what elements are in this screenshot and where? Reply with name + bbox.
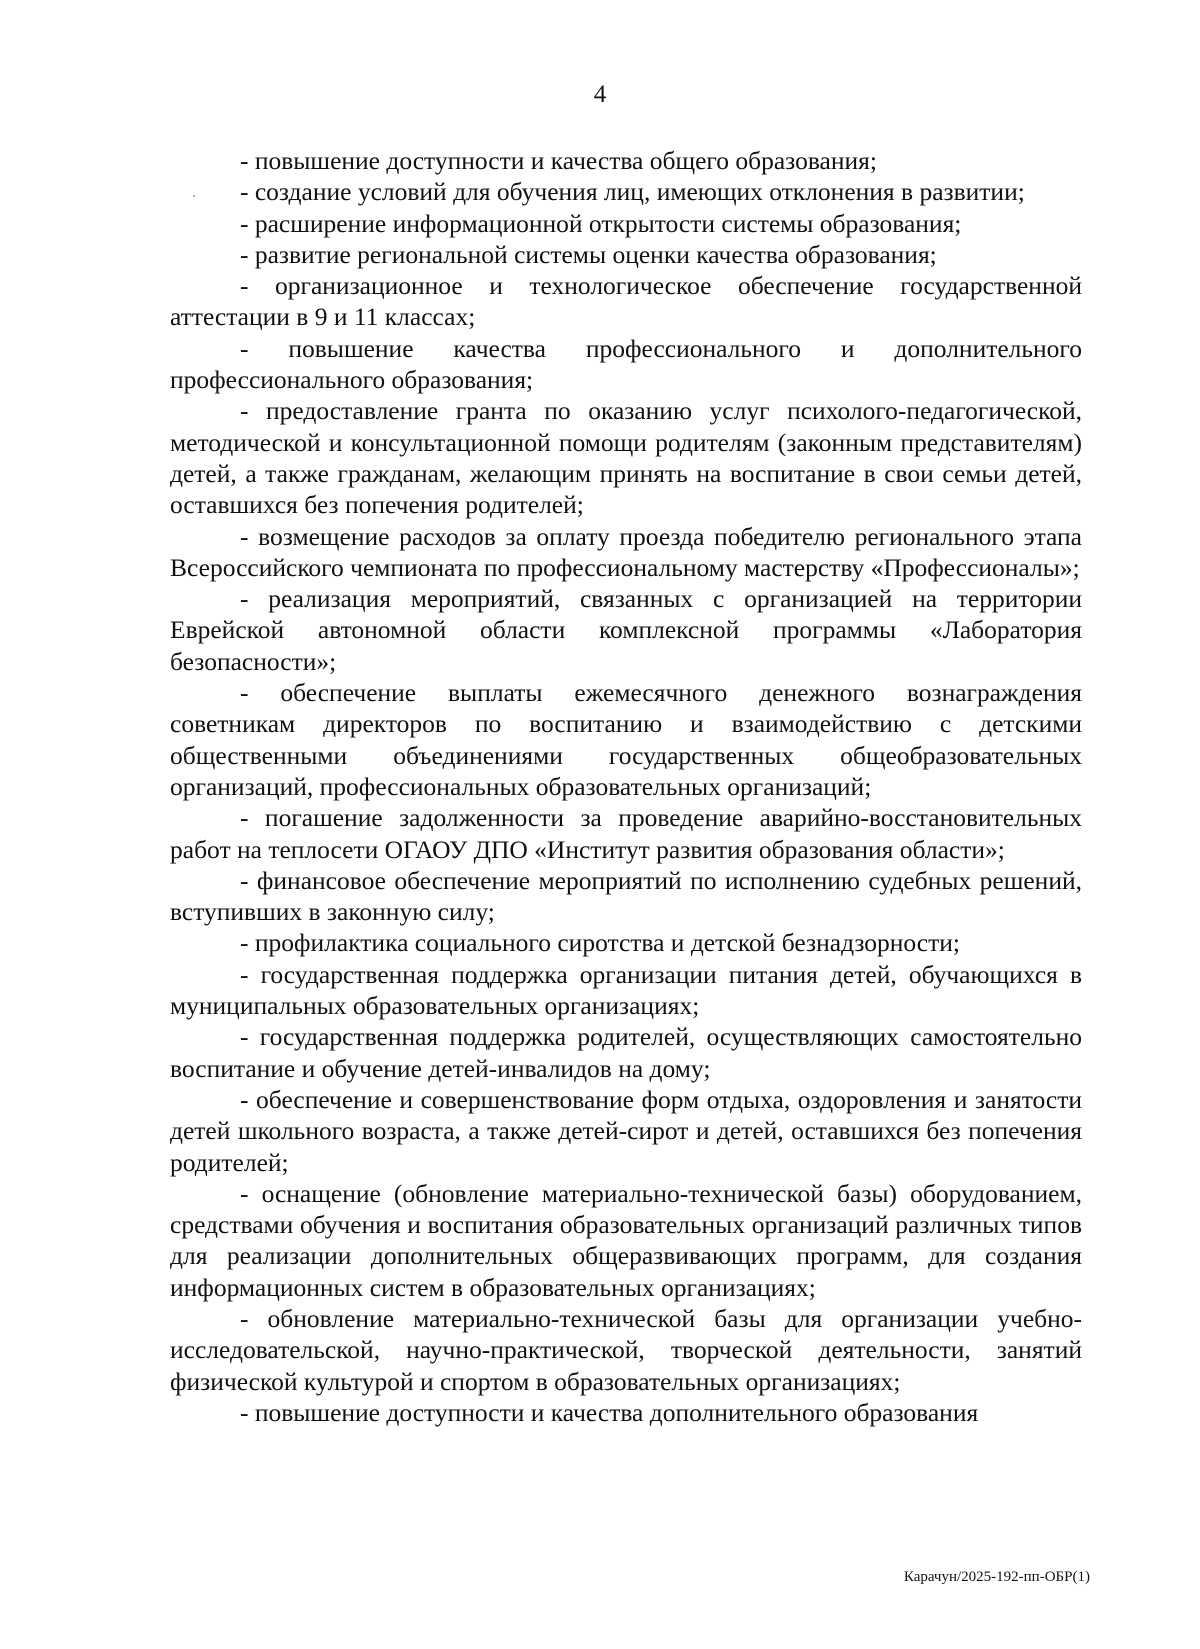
list-item: - обновление материально-технической базы для организации учебно-исследовательской, научно-практической, творческой деятельности, занятий физической культурой и спортом в образовательных организациях; (170, 1303, 1082, 1396)
document-body (170, 145, 1082, 1428)
list-item: - государственная поддержка организации питания детей, обучающихся в муниципальных образовательных организациях; (170, 959, 1082, 1021)
page-number: 4 (593, 81, 607, 108)
document-reference: Карачун/2025-192-пп-ОБР(1) (903, 1569, 1090, 1585)
list-item: - профилактика социального сиротства и детской безнадзорности; (240, 928, 961, 958)
list-item: - расширение информационной открытости системы образования; (240, 208, 962, 238)
list-item: - финансовое обеспечение мероприятий по исполнению судебных решений, вступивших в законную силу; (170, 865, 1082, 927)
list-item: - возмещение расходов за оплату проезда победителю регионального этапа Всероссийского чемпионата по профессиональному мастерству «Профессионалы»; (170, 521, 1082, 582)
list-item: - государственная поддержка родителей, осуществляющих самостоятельно воспитание и обучение детей-инвалидов на дому; (170, 1022, 1082, 1083)
list-item: - развитие региональной системы оценки качества образования; (240, 239, 937, 269)
list-item: - предоставление гранта по оказанию услуг психолого-педагогической, методической и консультационной помощи родителям (законным представителям) детей, а также гражданам, желающим принять на воспитание в свои семьи детей, оставшихся без попечения родителей; (170, 396, 1082, 520)
list-item: - повышение доступности и качества дополнительного образования (240, 1397, 979, 1427)
list-item: - погашение задолженности за проведение аварийно-восстановительных работ на теплосети ОГАОУ ДПО «Институт развития образования области»; (170, 803, 1082, 864)
list-item: - обеспечение и совершенствование форм отдыха, оздоровления и занятости детей школьного возраста, а также детей-сирот и детей, оставшихся без попечения родителей; (170, 1084, 1082, 1177)
list-item: - создание условий для обучения лиц, имеющих отклонения в развитии; (240, 177, 1025, 207)
list-item: - повышение доступности и качества общего образования; (240, 146, 877, 175)
list-item: - реализация мероприятий, связанных с организацией на территории Еврейской автономной области комплексной программы «Лаборатория безопасности»; (170, 584, 1082, 676)
list-item: - оснащение (обновление материально-технической базы) оборудованием, средствами обучения и воспитания образовательных организаций различных типов для реализации дополнительных общеразвивающих программ, для создания информационных систем в образовательных организациях; (170, 1178, 1082, 1302)
list-item: - обеспечение выплаты ежемесячного денежного вознаграждения советникам директоров по воспитанию и взаимодействию с детскими общественными объединениями государственных общеобразовательных организаций, профессиональных образовательных организаций; (170, 678, 1082, 801)
list-item: - повышение качества профессионального и дополнительного профессионального образования; (170, 333, 1082, 395)
list-item: - организационное и технологическое обеспечение государственной аттестации в 9 и 11 классах; (170, 271, 1082, 332)
